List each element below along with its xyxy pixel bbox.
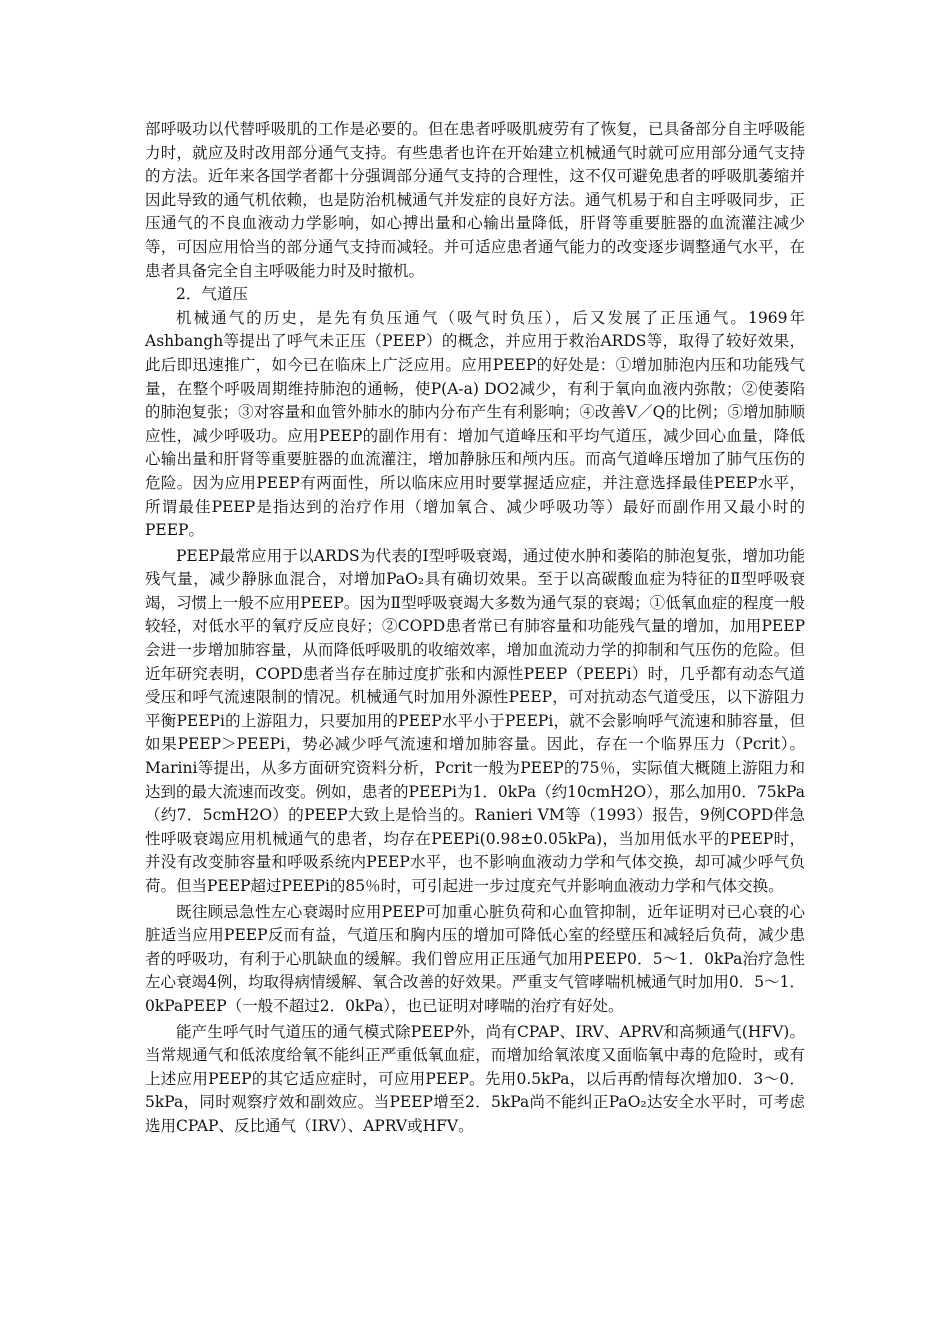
paragraph-partial-ventilation-support: 部呼吸功以代替呼吸肌的工作是必要的。但在患者呼吸肌疲劳有了恢复，已具备部分自主呼吸能力时，就应及时改用部分通气支持。有些患者也许在开始建立机械通气时就可应用部分通气支持的方法。近年来各国学者都十分强调部分通气支持的合理性，这不仅可避免患者的呼吸肌萎缩并因此导致的通气机依赖，也是防治机械通气并发症的良好方法。通气机易于和自主呼吸同步，正压通气的不良血液动力学影响，如心搏出量和心输出量降低，肝肾等重要脏器的血流灌注减少等，可因应用恰当的部分通气支持而减轻。并可适应患者通气能力的改变逐步调整通气水平，在患者具备完全自主呼吸能力时及时撤机。 xyxy=(145,120,805,280)
paragraph-peep-history: 机械通气的历史，是先有负压通气（吸气时负压），后又发展了正压通气。1969年Ashbangh等提出了呼气未正压（PEEP）的概念，并应用于救治ARDS等，取得了较好效果，此后即迅速推广，如今已在临床上广泛应用。应用PEEP的好处是：①增加肺泡内压和功能残气量，在整个呼吸周期维持肺泡的通畅，使P(A-a) DO2减少，有利于氧向血液内弥散；②使萎陷的肺泡复张；③对容量和血管外肺水的肺内分布产生有利影响；④改善V／Q的比例；⑤增加肺顺应性，减少呼吸功。应用PEEP的副作用有：增加气道峰压和平均气道压，减少回心血量，降低心输出量和肝肾等重要脏器的血流灌注，增加静脉压和颅内压。而高气道峰压增加了肺气压伤的危险。因为应用PEEP有两面性，所以临床应用时要掌握适应症，并注意选择最佳PEEP水平，所谓最佳PEEP是指达到的治疗作用（增加氧合、减少呼吸功等）最好而副作用又最小时的PEEP。 xyxy=(145,308,805,540)
section-heading-airway-pressure: 2．气道压 xyxy=(176,285,248,304)
paragraph-ventilation-modes: 能产生呼气时气道压的通气模式除PEEP外，尚有CPAP、IRV、APRV和高频通气(HFV)。当常规通气和低浓度给氧不能纠正严重低氧血症，而增加给氧浓度又面临氧中毒的危险时，或有上述应用PEEP的其它适应症时，可应用PEEP。先用0.5kPa，以后再酌情每次增加0．3～0．5kPa，同时观察疗效和副效应。当PEEP增至2．5kPa尚不能纠正PaO₂达安全水平时，可考虑选用CPAP、反比通气（IRV）、APRV或HFV。 xyxy=(145,1022,805,1135)
paragraph-peep-respiratory-failure: PEEP最常应用于以ARDS为代表的Ⅰ型呼吸衰竭，通过使水肿和萎陷的肺泡复张，增加功能残气量，减少静脉血混合，对增加PaO₂具有确切效果。至于以高碳酸血症为特征的Ⅱ型呼吸衰竭，习惯上一般不应用PEEP。因为Ⅱ型呼吸衰竭大多数为通气泵的衰竭；①低氧血症的程度一般较轻，对低水平的氧疗反应良好；②COPD患者常已有肺容量和功能残气量的增加，加用PEEP会进一步增加肺容量，从而降低呼吸肌的收缩效率，增加血流动力学的抑制和气压伤的危险。但近年研究表明，COPD患者当存在肺过度扩张和内源性PEEP（PEEPi）时，几乎都有动态气道受压和呼气流速限制的情况。机械通气时加用外源性PEEP，可对抗动态气道受压，以下游阻力平衡PEEPi的上游阻力，只要加用的PEEP水平小于PEEPi，就不会影响呼气流速和肺容量，但如果PEEP＞PEEPi，势必减少呼气流速和增加肺容量。因此，存在一个临界压力（Pcrit）。Marini等提出，从多方面研究资料分析，Pcrit一般为PEEP的75％，实际值大概随上游阻力和达到的最大流速而改变。例如，患者的PEEPi为1．0kPa（约10cmH2O），那么加用0．75kPa（约7．5cmH2O）的PEEP大致上是恰当的。Ranieri VM等（1993）报告，9例COPD伴急性呼吸衰竭应用机械通气的患者，均存在PEEPi(0.98±0.05kPa)，当加用低水平的PEEP时，并没有改变肺容量和呼吸系统内PEEP水平，也不影响血液动力学和气体交换，却可减少呼气负荷。但当PEEP超过PEEPi的85％时，可引起进一步过度充气并影响血液动力学和气体交换。 xyxy=(145,546,805,895)
paragraph-peep-heart-failure: 既往顾忌急性左心衰竭时应用PEEP可加重心脏负荷和心血管抑制，近年证明对已心衰的心脏适当应用PEEP反而有益，气道压和胸内压的增加可降低心室的经壁压和减轻后负荷，减少患者的呼吸功，有利于心肌缺血的缓解。我们曾应用正压通气加用PEEP0．5～1．0kPa治疗急性左心衰竭4例，均取得病情缓解、氧合改善的好效果。严重支气管哮喘机械通气时加用0．5～1．0kPaPEEP（一般不超过2．0kPa），也已证明对哮喘的治疗有好处。 xyxy=(145,902,805,1015)
document-page xyxy=(145,118,805,1139)
